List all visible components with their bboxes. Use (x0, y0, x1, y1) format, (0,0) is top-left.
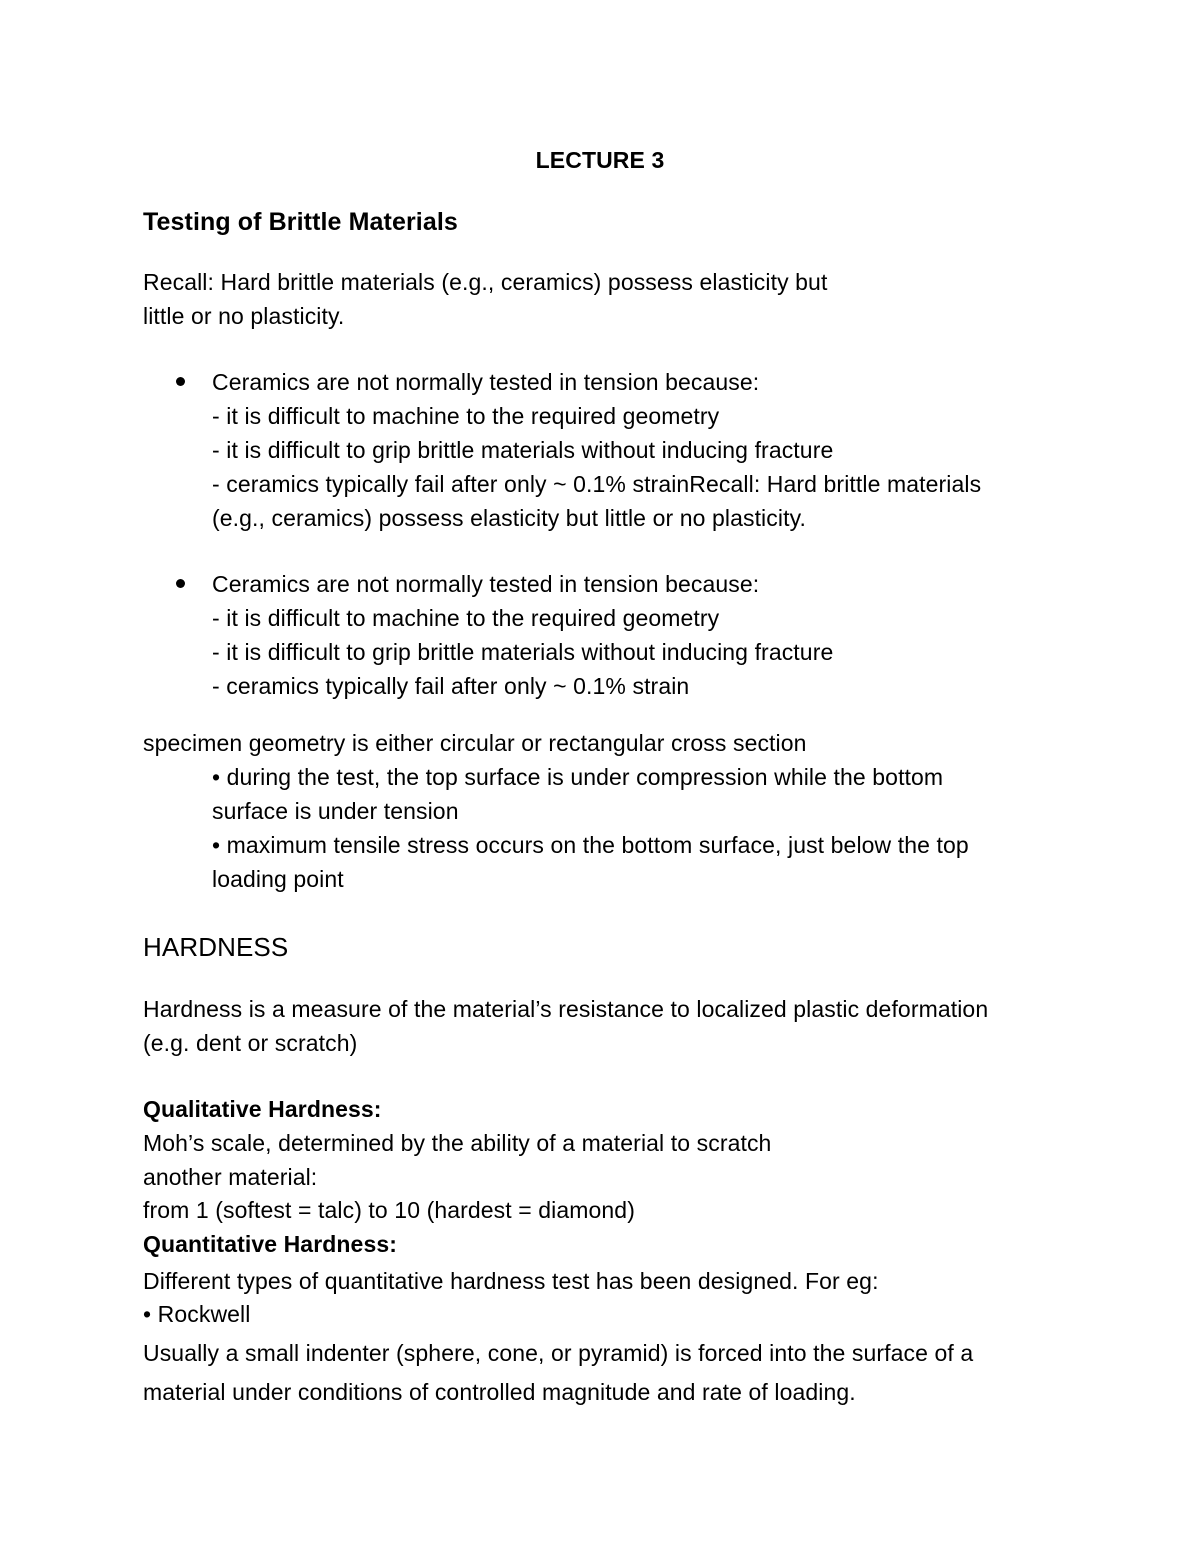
recall-line-2: little or no plasticity. (143, 303, 345, 329)
bullet2-line-2: - it is difficult to machine to the required geometry (212, 605, 720, 631)
lecture-title: LECTURE 3 (535, 147, 665, 173)
specimen-line-3: surface is under tension (212, 798, 459, 824)
hardness-def-line-2: (e.g. dent or scratch) (143, 1030, 358, 1056)
bullet1-line-3: - it is difficult to grip brittle materials without inducing fracture (212, 437, 834, 463)
qualitative-line-2: another material: (143, 1164, 318, 1190)
bullet1-line-1: Ceramics are not normally tested in tension because: (212, 369, 760, 395)
qualitative-line-1: Moh’s scale, determined by the ability of a material to scratch (143, 1130, 772, 1156)
quantitative-line-1: Different types of quantitative hardness test has been designed. For eg: (143, 1268, 879, 1294)
recall-line-1: Recall: Hard brittle materials (e.g., ceramics) possess elasticity but (143, 269, 828, 295)
bullet2-line-1: Ceramics are not normally tested in tension because: (212, 571, 760, 597)
qualitative-heading: Qualitative Hardness: (143, 1096, 382, 1122)
quantitative-heading: Quantitative Hardness: (143, 1231, 397, 1257)
section-heading-hardness: HARDNESS (143, 932, 289, 962)
indenter-line-1: Usually a small indenter (sphere, cone, or pyramid) is forced into the surface of a (143, 1340, 974, 1366)
hardness-def-line-1: Hardness is a measure of the material’s resistance to localized plastic deformation (143, 996, 989, 1022)
specimen-line-5: loading point (212, 866, 344, 892)
bullet1-line-5: (e.g., ceramics) possess elasticity but little or no plasticity. (212, 505, 806, 531)
section-heading-brittle: Testing of Brittle Materials (143, 208, 458, 236)
bullet-icon (176, 377, 185, 386)
specimen-line-1: specimen geometry is either circular or rectangular cross section (143, 730, 807, 756)
bullet1-line-4: - ceramics typically fail after only ~ 0.1% strainRecall: Hard brittle materials (212, 471, 982, 497)
qualitative-line-3: from 1 (softest = talc) to 10 (hardest = diamond) (143, 1197, 635, 1223)
quantitative-line-2: • Rockwell (143, 1301, 251, 1327)
bullet2-line-3: - it is difficult to grip brittle materials without inducing fracture (212, 639, 834, 665)
indenter-line-2: material under conditions of controlled magnitude and rate of loading. (143, 1379, 856, 1405)
bullet2-line-4: - ceramics typically fail after only ~ 0.1% strain (212, 673, 690, 699)
bullet-icon (176, 579, 185, 588)
specimen-line-4: • maximum tensile stress occurs on the bottom surface, just below the top (212, 832, 969, 858)
bullet1-line-2: - it is difficult to machine to the required geometry (212, 403, 720, 429)
specimen-line-2: • during the test, the top surface is under compression while the bottom (212, 764, 944, 790)
